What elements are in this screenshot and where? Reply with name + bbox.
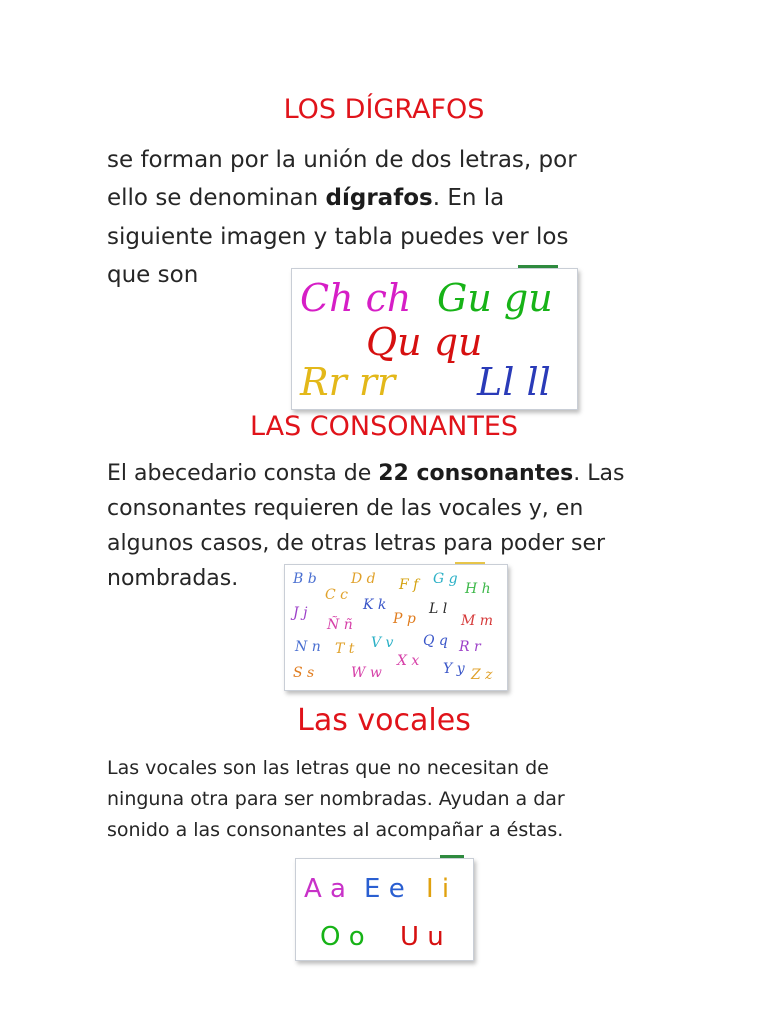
consonant-s: S s — [293, 665, 315, 681]
digraph-qu: Qu qu — [366, 320, 483, 364]
consonant-j: J j — [293, 605, 308, 621]
consonant-b: B b — [293, 571, 317, 587]
digrafos-line-2 — [107, 185, 504, 211]
digrafos-bold-word: dígrafos — [325, 185, 433, 211]
consonant-v: V v — [371, 635, 394, 651]
consonant-k: K k — [363, 597, 387, 613]
consonant-y: Y y — [443, 661, 465, 677]
consonant-t: T t — [335, 641, 355, 657]
vowel-e: E e — [364, 874, 405, 904]
consonantes-line-1-text: El abecedario consta de — [107, 461, 379, 486]
consonant-x: X x — [397, 653, 420, 669]
consonantes-image-canvas — [285, 565, 507, 690]
consonant-h: H h — [465, 581, 491, 597]
consonant-z: Z z — [471, 667, 493, 683]
consonant-g: G g — [433, 571, 458, 587]
consonant-enie: Ñ ñ — [327, 617, 353, 633]
digrafos-line-3: siguiente imagen y tabla puedes ver los — [107, 224, 569, 250]
vocales-image-canvas — [296, 859, 473, 960]
consonant-m: M m — [461, 613, 494, 629]
digrafos-line-2-end: . En la — [432, 185, 505, 211]
digrafos-line-4: que son — [107, 262, 199, 288]
digrafos-title: LOS DÍGRAFOS — [283, 94, 485, 125]
consonantes-bold-count: 22 consonantes — [378, 461, 574, 486]
consonant-n: N n — [295, 639, 321, 655]
consonant-w: W w — [351, 665, 382, 681]
digraph-gu: Gu gu — [437, 276, 553, 320]
digrafos-image-canvas — [292, 269, 577, 409]
vocales-image — [295, 858, 474, 961]
consonantes-line-3: algunos casos, de otras letras para poder ser — [107, 531, 606, 556]
vocales-line-2: ninguna otra para ser nombradas. Ayudan a dar — [107, 788, 565, 810]
digrafos-line-2-text: ello se denominan — [107, 185, 326, 211]
digraph-rr: Rr rr — [300, 360, 396, 404]
vowel-a: A a — [304, 874, 346, 904]
vowel-o: O o — [320, 922, 365, 952]
consonantes-line-2: consonantes requieren de las vocales y, en — [107, 496, 584, 521]
consonant-c: C c — [325, 587, 349, 603]
vowel-u: U u — [400, 922, 444, 952]
digrafos-line-1: se forman por la unión de dos letras, por — [107, 147, 577, 173]
vowel-i: I i — [426, 874, 450, 904]
vocales-title: Las vocales — [297, 703, 471, 738]
consonant-d: D d — [351, 571, 376, 587]
consonantes-line-1 — [107, 461, 624, 486]
consonantes-image — [284, 564, 508, 691]
consonantes-line-4: nombradas. — [107, 566, 239, 591]
consonant-r: R r — [459, 639, 481, 655]
digrafos-image — [291, 268, 578, 410]
consonant-q: Q q — [423, 633, 448, 649]
consonant-p: P p — [393, 611, 416, 627]
consonantes-line-1-end: . Las — [573, 461, 625, 486]
vocales-line-1: Las vocales son las letras que no necesitan de — [107, 757, 549, 779]
consonant-l: L l — [429, 601, 448, 617]
consonantes-title: LAS CONSONANTES — [249, 411, 519, 442]
digraph-ll: Ll ll — [477, 360, 551, 404]
digraph-ch: Ch ch — [300, 276, 412, 320]
consonant-f: F f — [399, 577, 419, 593]
vocales-line-3: sonido a las consonantes al acompañar a éstas. — [107, 819, 564, 841]
